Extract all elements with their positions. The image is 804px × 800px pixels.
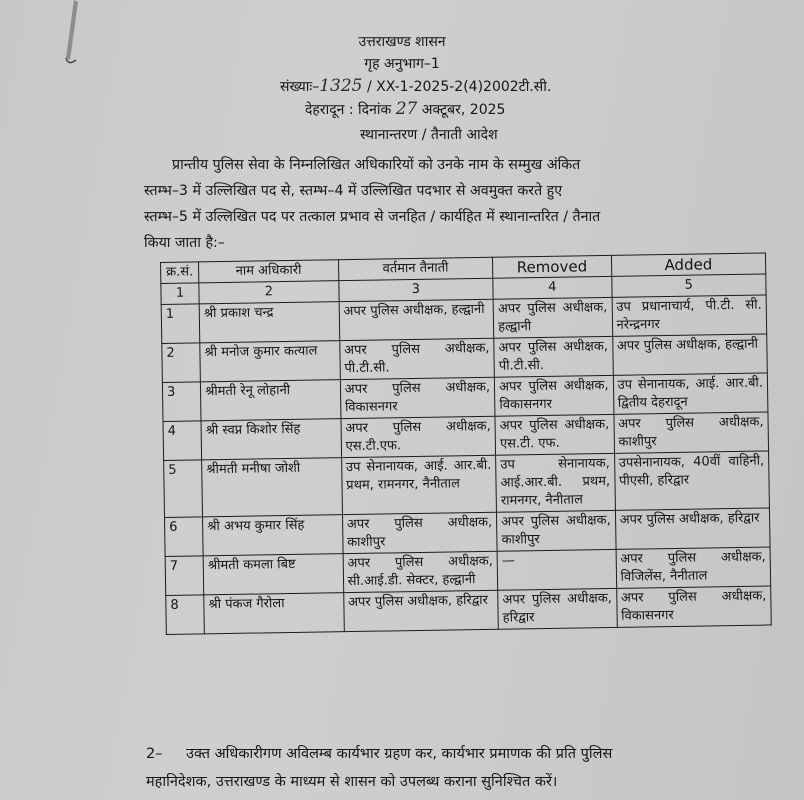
table-row [164,451,770,517]
removed-charge: अपर पुलिस अधीक्षक, हल्द्वानी [493,297,612,338]
intro-line: प्रान्तीय पुलिस सेवा के निम्नलिखित अधिकारियों को उनके नाम के सम्मुख अंकित [172,157,581,173]
header-added: Added [611,253,766,276]
department-section: गृह अनुभाग–1 [364,56,440,72]
header-officer-name: नाम अधिकारी [199,260,339,283]
table-body [161,295,771,634]
officer-name: श्रीमती मनीषा जोशी [202,458,342,517]
row-serial: 5 [164,460,203,518]
closing-paragraph [146,740,764,796]
officer-name: श्री पंकज गैरोला [204,593,344,634]
intro-line: किया जाता है:– [144,235,225,251]
date-suffix: अक्टूबर, 2025 [421,102,506,118]
header-serial: क्र.सं. [161,262,199,284]
removed-charge: उप सेनानायक, आई.आर.बी. प्रथम, रामनगर, नैनीताल [496,453,615,512]
government-name: उत्तराखण्ड शासन [358,34,446,50]
removed-charge: अपर पुलिस अधीक्षक, पी.टी.सी. [494,336,613,377]
new-posting: उप सेनानायक, आई. आर.बी. द्वितीय देहरादून [613,373,768,414]
order-subject: स्थानान्तरण / तैनाती आदेश [360,127,498,143]
new-posting: अपर पुलिस अधीक्षक, हरिद्वार [615,508,770,549]
column-number: 5 [611,274,766,297]
officer-name: श्री प्रकाश चन्द्र [199,302,339,343]
reference-suffix: / XX-1-2025-2(4)2002टी.सी. [366,79,552,95]
column-number: 4 [493,276,612,299]
officer-name: श्री स्वप्न किशोर सिंह [201,419,341,460]
removed-charge: अपर पुलिस अधीक्षक, विकासनगर [494,375,613,416]
current-posting: अपर पुलिस अधीक्षक, हल्द्वानी [339,299,494,340]
officer-name: श्री अभय कुमार सिंह [203,515,343,556]
column-number: 1 [161,283,199,305]
intro-paragraph [144,152,756,256]
closing-line: उक्त अधिकारीगण अविलम्ब कार्यभार ग्रहण कर, कार्यभार प्रमाणक की प्रति पुलिस [186,746,613,762]
column-number: 3 [339,278,494,301]
row-serial: 1 [161,304,200,344]
date-prefix: देहरादून : दिनांक [305,102,392,118]
new-posting: अपर पुलिस अधीक्षक, हल्द्वानी [612,334,767,375]
officer-name: श्री मनोज कुमार कत्याल [200,341,340,382]
paragraph-number: 2– [146,746,163,762]
new-posting: उप प्रधानाचार्य, पी.टी. सी. नरेन्द्रनगर [612,295,767,336]
row-serial: 2 [162,343,201,383]
current-posting: अपर पुलिस अधीक्षक, हरिद्वार [343,590,498,631]
officer-name: श्रीमती रेनू लोहानी [200,380,340,421]
removed-charge: अपर पुलिस अधीक्षक, हरिद्वार [498,588,617,629]
intro-line: स्तम्भ–3 में उल्लिखित पद से, स्तम्भ–4 में उल्लिखित पदभार से अवमुक्त करते हुए [144,183,563,199]
row-serial: 6 [165,517,204,557]
header-current-posting: वर्तमान तैनाती [338,257,493,280]
row-serial: 3 [162,382,201,422]
officer-name: श्रीमती कमला बिष्ट [203,554,343,595]
new-posting: अपर पुलिस अधीक्षक, काशीपुर [613,412,768,453]
current-posting: अपर पुलिस अधीक्षक, विकासनगर [340,377,495,418]
current-posting: अपर पुलिस अधीक्षक, एस.टी.एफ. [341,416,496,457]
new-posting: अपर पुलिस अधीक्षक, विकासनगर [616,586,771,627]
reference-prefix: संख्याः– [280,79,320,95]
reference-number [280,76,551,96]
current-posting: अपर पुलिस अधीक्षक, पी.टी.सी. [339,338,494,379]
current-posting: उप सेनानायक, आई. आर.बी. प्रथम, रामनगर, नैनीताल [341,455,496,514]
removed-charge: — [497,549,616,590]
row-serial: 8 [166,595,205,635]
issue-date [305,99,505,119]
header-removed: Removed [493,255,612,278]
new-posting: उपसेनानायक, 40वीं वाहिनी, पीएसी, हरिद्वार [614,451,769,510]
current-posting: अपर पुलिस अधीक्षक, सी.आई.डी. सेक्टर, हल्द्वानी [343,551,498,592]
closing-line: महानिदेशक, उत्तराखण्ड के माध्यम से शासन को उपलब्ध कराना सुनिश्चित करें। [146,774,558,790]
intro-line: स्तम्भ–5 में उल्लिखित पद पर तत्काल प्रभाव से जनहित / कार्यहित में स्थानान्तरित / तैनात [144,209,601,225]
new-posting: अपर पुलिस अधीक्षक, विजिलेंस, नैनीताल [616,547,771,588]
removed-charge: अपर पुलिस अधीक्षक, एस.टी. एफ. [495,414,614,455]
column-number: 2 [199,281,339,304]
table-row [166,586,772,634]
date-day-handwritten: 27 [395,99,418,119]
transfer-table [160,252,772,634]
current-posting: अपर पुलिस अधीक्षक, काशीपुर [342,512,497,553]
removed-charge: अपर पुलिस अधीक्षक, काशीपुर [497,510,616,551]
row-serial: 4 [163,421,202,461]
row-serial: 7 [165,556,204,596]
reference-number-handwritten: 1325 [319,76,363,96]
